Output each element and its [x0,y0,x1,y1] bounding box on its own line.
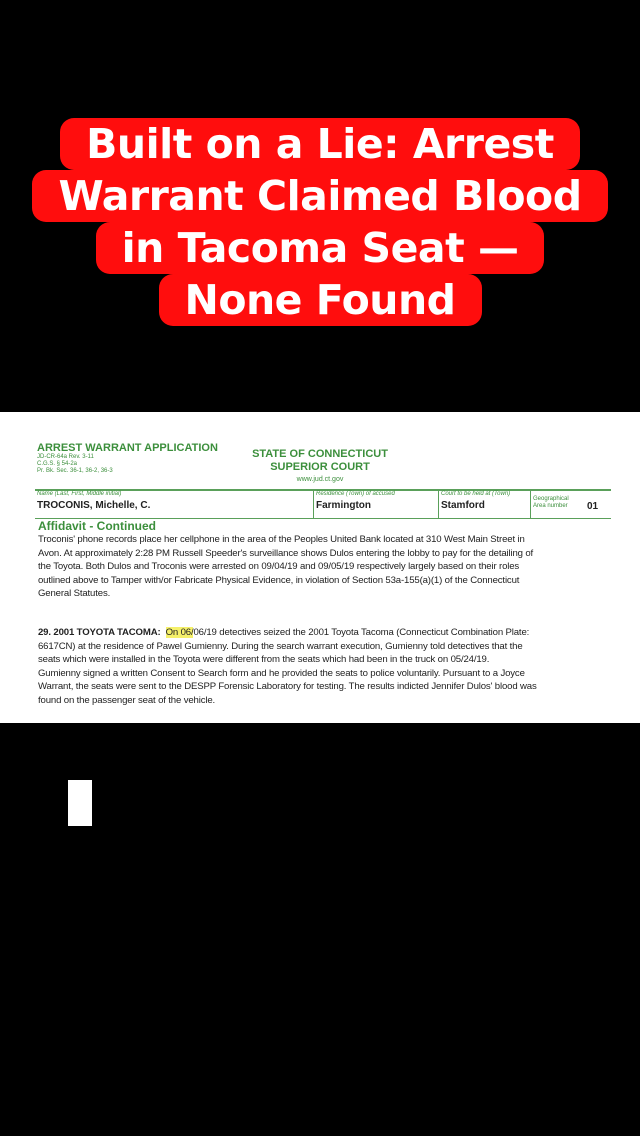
court-name: SUPERIOR COURT [270,461,370,473]
title-line: None Found [159,274,482,326]
court-header [250,448,390,483]
form-title: ARREST WARRANT APPLICATION [37,442,218,454]
court-url: www.jud.ct.gov [296,476,344,483]
form-code: Pr. Bk. Sec. 36-1, 36-2, 36-3 [37,468,113,474]
paragraph-heading: 29. 2001 TOYOTA TACOMA: [38,627,161,638]
residence-value: Farmington [316,500,371,511]
form-header [37,442,218,475]
court-value: Stamford [441,500,485,511]
name-cell [35,491,313,518]
residence-label: Residence (Town) of accused [316,491,395,497]
accused-info-row [35,489,611,519]
court-cell [438,491,531,518]
court-label: Court to be held at (Town) [441,491,511,497]
affidavit-paragraph-29: 29. 2001 TOYOTA TACOMA: On 06/06/19 detectives seized the 2001 Toyota Tacoma (Connecticut Combination Plate: 6617CN) at the residence of Pawel Gumienny. During the search warrant execution, Gumienny told detectives that the seats which were installed in the Toyota were different from the seats which had been in the truck on 05/24/19. Gumienny signed a written Consent to Search form and he provided the seats to police voluntarily. Pursuant to a Joyce Warrant, the seats were sent to the DESPP Forensic Laboratory for testing. The results indicted Jennifer Dulos' blood was found on the passenger seat of the vehicle. [38,627,537,706]
area-label: Geographical Area number [533,496,569,509]
text-cursor [68,780,92,826]
form-code: C.G.S. § 54-2a [37,461,78,467]
title-line: Built on a Lie: Arrest [60,118,580,170]
name-label: Name (Last, First, Middle initial) [37,491,122,497]
court-state: STATE OF CONNECTICUT [252,448,388,460]
title-line: in Tacoma Seat — [96,222,545,274]
warrant-document-image [0,412,640,723]
section-heading: Affidavit - Continued [38,519,156,533]
form-code: JD-CR-64a Rev. 3-11 [37,454,94,460]
video-title-caption [0,118,640,326]
title-line: Warrant Claimed Blood [32,170,607,222]
area-value: 01 [587,501,599,512]
highlighted-text: On 06/ [165,627,194,638]
area-cell [530,491,612,518]
affidavit-paragraph-1: Troconis' phone records place her cellphone in the area of the Peoples United Bank located at 310 West Main Street in Avon. At approximately 2:28 PM Russell Speeder's surveillance shows Dulos entering the lobby to pay for the detailing of the Toyota. Both Dulos and Troconis were arrested on 09/04/19 and 09/05/19 respectively largely based on their roles outlined above to Tamper with/or Fabricate Physical Evidence, in violation of Section 53a-155(a)(1) of the Connecticut General Statutes. [38,534,534,599]
name-value: TROCONIS, Michelle, C. [37,500,151,511]
residence-cell [313,491,439,518]
